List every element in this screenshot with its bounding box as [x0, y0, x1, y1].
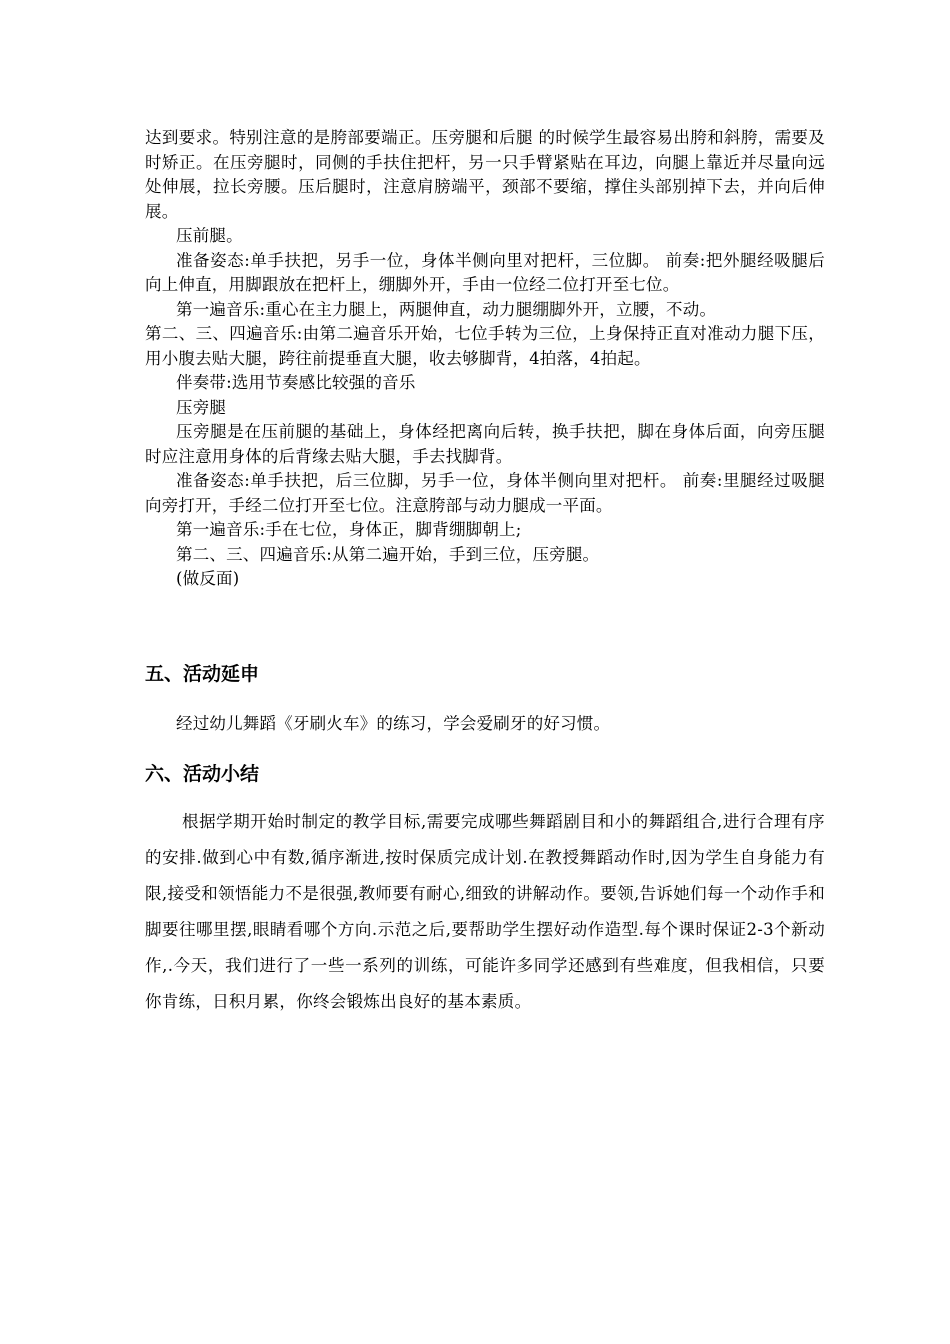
paragraph-front-leg-rest: 第二、三、四遍音乐:由第二遍音乐开始，七位手转为三位，上身保持正直对准动力腿下压，用小腹去贴大腿，跨往前提垂直大腿，收去够脚背，4拍落，4拍起。 [145, 324, 825, 368]
paragraph-front-leg-first: 第一遍音乐:重心在主力腿上，两腿伸直，动力腿绷脚外开，立腰，不动。 [176, 299, 717, 319]
paragraph-side-leg-first: 第一遍音乐:手在七位，身体正，脚背绷脚朝上; [176, 520, 522, 539]
section5-text: 经过幼儿舞蹈《牙刷火车》的练习，学会爱刷牙的好习惯。 [176, 714, 611, 733]
paragraph-side-leg-prep: 准备姿态:单手扶把，后三位脚，另手一位，身体半侧向里对把杆。 前奏:里腿经过吸腿向旁打开，手经二位打开至七位。注意胯部与动力腿成一平面。 [145, 471, 825, 515]
body-text [145, 126, 825, 592]
paragraph-side-leg-desc: 压旁腿是在压前腿的基础上，身体经把离向后转，换手扶把，脚在身体后面，向旁压腿时应注意用身体的后背缘去贴大腿，手去找脚背。 [145, 422, 825, 466]
paragraph-front-leg-title: 压前腿。 [176, 226, 243, 245]
paragraph-reverse: (做反面) [176, 569, 240, 588]
section5-body [145, 712, 825, 737]
paragraph-side-leg-rest: 第二、三、四遍音乐:从第二遍开始，手到三位，压旁腿。 [176, 544, 600, 564]
section6-text: 根据学期开始时制定的教学目标,需要完成哪些舞蹈剧目和小的舞蹈组合,进行合理有序的安排.做到心中有数,循序渐进,按时保质完成计划.在教授舞蹈动作时,因为学生自身能力有限,接受和领悟能力不是很强,教师要有耐心,细致的讲解动作。要领,告诉她们每一个动作手和脚要往哪里摆,眼睛看哪个方向.示范之后,要帮助学生摆好动作造型.每个课时保证2-3个新动作,.今天，我们进行了一些一系列的训练，可能许多同学还感到有些难度，但我相信，只要你肯练，日积月累，你终会锻炼出良好的基本素质。 [145, 812, 825, 1011]
paragraph-accompaniment: 伴奏带:选用节奏感比较强的音乐 [176, 373, 416, 392]
section6-body [145, 804, 825, 1020]
paragraph-front-leg-prep: 准备姿态:单手扶把，另手一位，身体半侧向里对把杆，三位脚。 前奏:把外腿经吸腿后向上伸直，用脚跟放在把杆上，绷脚外开，手由一位经二位打开至七位。 [145, 250, 825, 294]
section6-heading: 六、活动小结 [145, 763, 260, 785]
section5-heading: 五、活动延申 [145, 663, 260, 685]
paragraph-intro: 达到要求。特别注意的是胯部要端正。压旁腿和后腿 的时候学生最容易出胯和斜胯，需要及时矫正。在压旁腿时，同侧的手扶住把杆，另一只手臂紧贴在耳边，向腿上靠近并尽量向远处伸展，拉长旁腰。压后腿时，注意肩膀端平，颈部不要缩，撑住头部别掉下去，并向后伸展。 [145, 128, 825, 221]
paragraph-side-leg-title: 压旁腿 [176, 397, 227, 417]
